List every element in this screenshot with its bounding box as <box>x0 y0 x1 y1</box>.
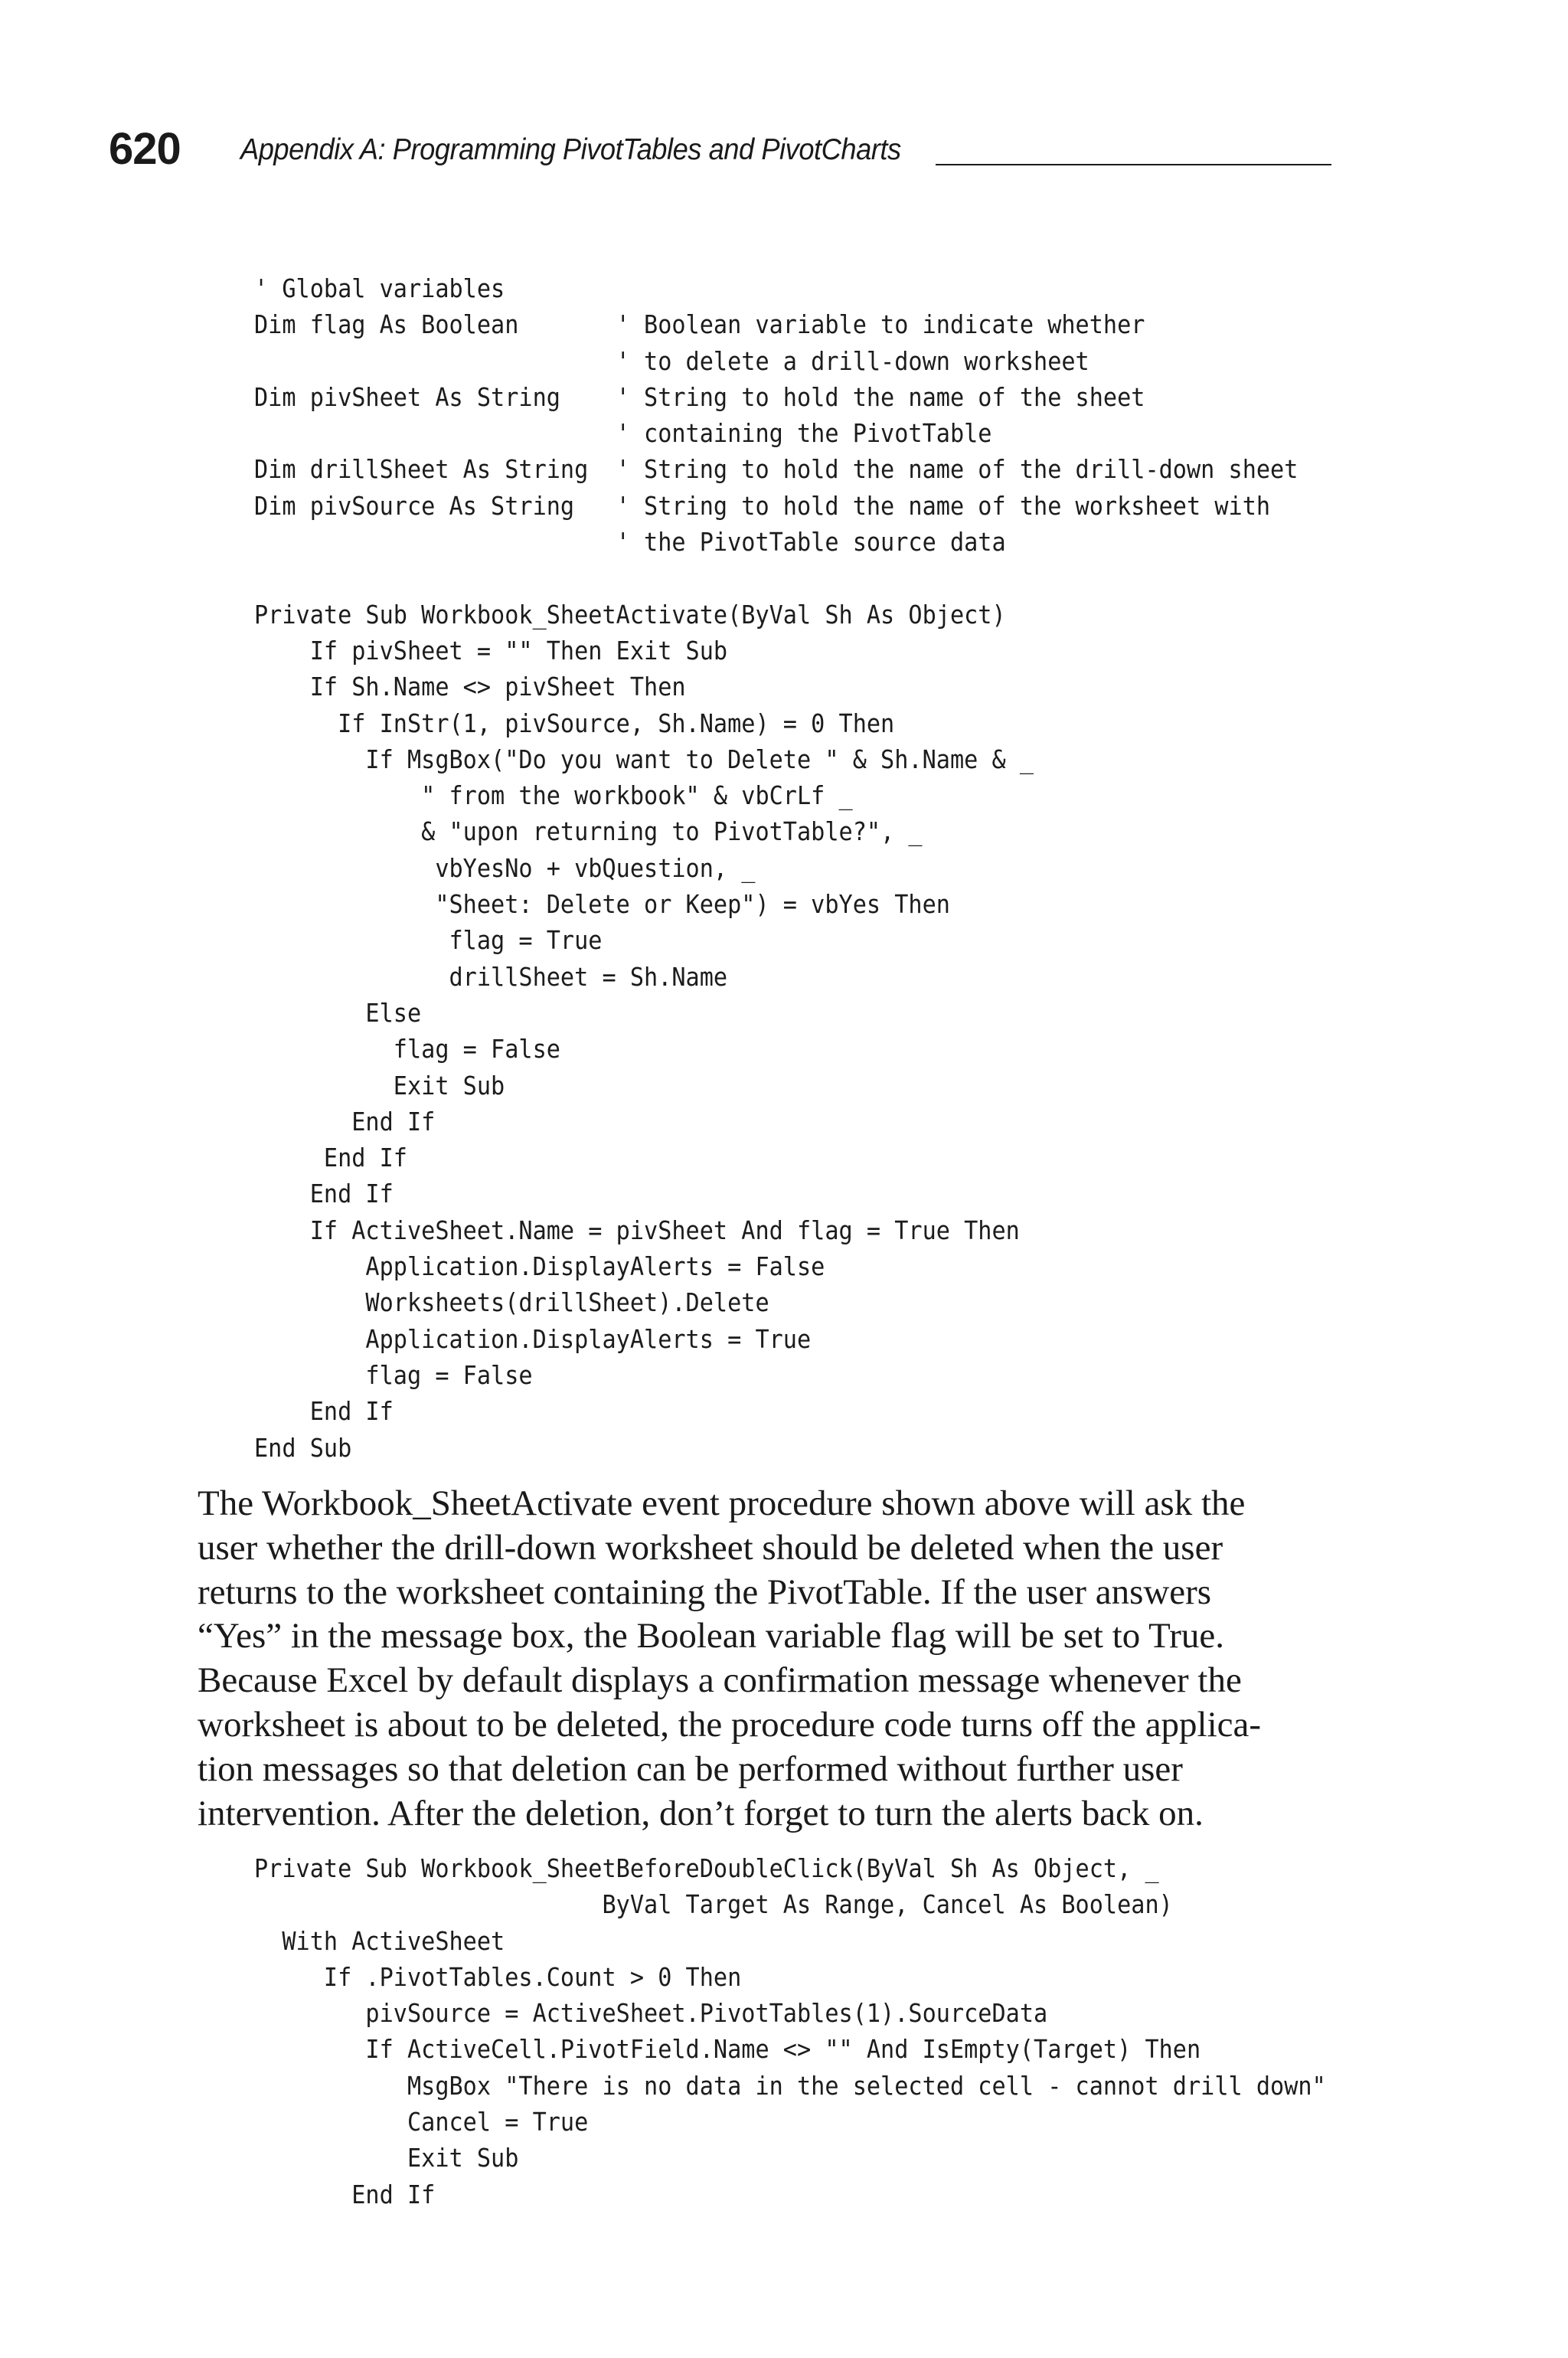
code-line: Dim flag As Boolean ' Boolean variable to indicate whether <box>254 309 1145 340</box>
code-line: " from the workbook" & vbCrLf _ <box>254 780 853 811</box>
code-line: End If <box>254 1179 394 1209</box>
code-line: End If <box>254 2179 436 2209</box>
code-line: ' containing the PivotTable <box>254 418 992 449</box>
code-line: With ActiveSheet <box>254 1925 505 1956</box>
code-line: Exit Sub <box>254 2143 519 2173</box>
code-line: ' the PivotTable source data <box>254 527 1006 558</box>
code-line: ' to delete a drill-down worksheet <box>254 345 1089 376</box>
header-rule <box>936 164 1331 165</box>
page-header <box>109 123 1364 176</box>
code-line: End If <box>254 1106 436 1136</box>
code-line: MsgBox "There is no data in the selected cell - cannot drill down" <box>254 2070 1326 2101</box>
code-line: Exit Sub <box>254 1070 505 1101</box>
code-line: flag = True <box>254 925 603 956</box>
code-line: Private Sub Workbook_SheetBeforeDoubleClick(ByVal Sh As Object, _ <box>254 1853 1159 1883</box>
code-line: flag = False <box>254 1359 533 1390</box>
running-title: Appendix A: Programming PivotTables and PivotCharts <box>240 133 901 166</box>
code-line: vbYesNo + vbQuestion, _ <box>254 852 756 883</box>
paragraph-line: The Workbook_SheetActivate event procedure shown above will ask the <box>198 1483 1246 1523</box>
code-block-before-double-click <box>254 1850 1326 2212</box>
code-line: If pivSheet = "" Then Exit Sub <box>254 635 728 666</box>
code-line: "Sheet: Delete or Keep") = vbYes Then <box>254 889 950 920</box>
code-block-sheet-activate <box>254 270 1298 1466</box>
code-line: Else <box>254 997 422 1028</box>
paragraph-line: tion messages so that deletion can be performed without further user <box>198 1748 1183 1789</box>
code-line: End If <box>254 1396 394 1427</box>
code-line: Cancel = True <box>254 2107 589 2137</box>
page-number: 620 <box>109 124 181 174</box>
code-line: Dim drillSheet As String ' String to hold the name of the drill-down sheet <box>254 454 1298 485</box>
paragraph-line: Because Excel by default displays a confirmation message whenever the <box>198 1660 1242 1701</box>
code-line: ByVal Target As Range, Cancel As Boolean) <box>254 1889 1173 1920</box>
paragraph-line: “Yes” in the message box, the Boolean variable flag will be set to True. <box>198 1616 1224 1656</box>
code-line: Dim pivSource As String ' String to hold the name of the worksheet with <box>254 490 1271 521</box>
paragraph-line: intervention. After the deletion, don’t forget to turn the alerts back on. <box>198 1793 1204 1833</box>
code-line: flag = False <box>254 1034 560 1065</box>
code-line: If .PivotTables.Count > 0 Then <box>254 1961 742 1992</box>
paragraph-line: worksheet is about to be deleted, the procedure code turns off the applica- <box>198 1704 1262 1745</box>
code-line: ' Global variables <box>254 273 505 303</box>
code-line: drillSheet = Sh.Name <box>254 961 728 992</box>
body-paragraph <box>198 1482 1346 1836</box>
code-line: Worksheets(drillSheet).Delete <box>254 1287 769 1318</box>
code-line: pivSource = ActiveSheet.PivotTables(1).SourceData <box>254 1998 1048 2029</box>
code-line: If InStr(1, pivSource, Sh.Name) = 0 Then <box>254 708 895 738</box>
code-line <box>254 560 1298 596</box>
code-line: End Sub <box>254 1432 352 1463</box>
paragraph-line: returns to the worksheet containing the PivotTable. If the user answers <box>198 1571 1212 1612</box>
code-line: If ActiveSheet.Name = pivSheet And flag = True Then <box>254 1215 1020 1245</box>
code-line: If ActiveCell.PivotField.Name <> "" And IsEmpty(Target) Then <box>254 2034 1201 2065</box>
code-line: & "upon returning to PivotTable?", _ <box>254 816 923 847</box>
code-line: Application.DisplayAlerts = True <box>254 1323 812 1354</box>
paragraph-line: user whether the drill-down worksheet should be deleted when the user <box>198 1527 1223 1568</box>
code-line: End If <box>254 1143 407 1173</box>
code-line: Dim pivSheet As String ' String to hold the name of the sheet <box>254 381 1145 412</box>
code-line: If MsgBox("Do you want to Delete " & Sh.Name & _ <box>254 744 1034 774</box>
code-line: Application.DisplayAlerts = False <box>254 1251 825 1282</box>
code-line: If Sh.Name <> pivSheet Then <box>254 672 686 702</box>
code-line: Private Sub Workbook_SheetActivate(ByVal Sh As Object) <box>254 599 1006 630</box>
